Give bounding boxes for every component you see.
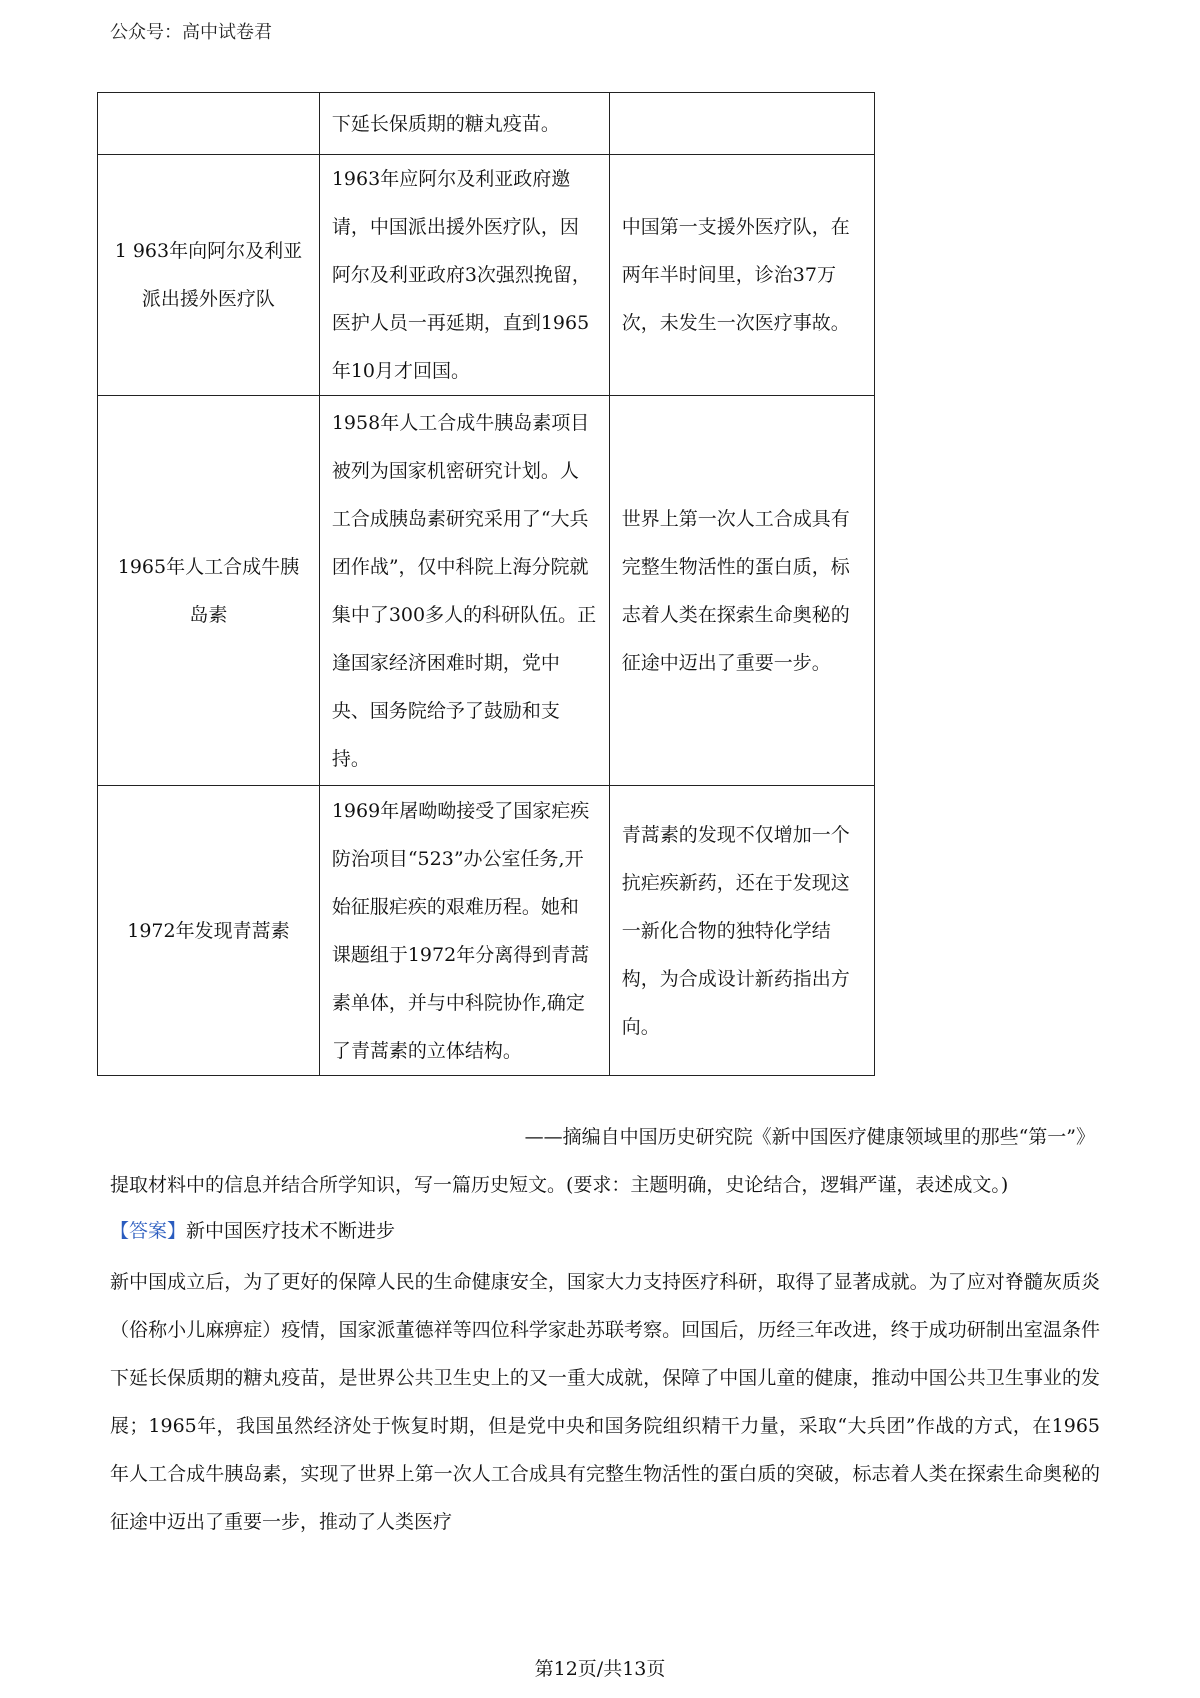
table-row	[98, 786, 875, 1076]
event-cell	[98, 93, 320, 155]
event-cell: 1972年发现青蒿素	[98, 786, 320, 1076]
table-row	[98, 155, 875, 396]
answer-heading	[110, 1216, 395, 1243]
page-header: 公众号：高中试卷君	[110, 22, 272, 43]
significance-cell	[609, 93, 874, 155]
significance-cell: 青蒿素的发现不仅增加一个抗疟疾新药，还在于发现这一新化合物的独特化学结构，为合成设计新药指出方向。	[609, 786, 874, 1076]
answer-tag: 【答案】	[110, 1220, 187, 1242]
question-prompt: 提取材料中的信息并结合所学知识，写一篇历史短文。(要求：主题明确，史论结合，逻辑严谨，表述成文。)	[110, 1174, 1009, 1196]
event-cell: 1965年人工合成牛胰岛素	[98, 396, 320, 786]
process-cell: 1958年人工合成牛胰岛素项目被列为国家机密研究计划。人工合成胰岛素研究采用了“大兵团作战”，仅中科院上海分院就集中了300多人的科研队伍。正逢国家经济困难时期，党中央、国务院给予了鼓励和支持。	[319, 396, 609, 786]
table-row	[98, 93, 875, 155]
page-number: 第12页/共13页	[534, 1658, 666, 1680]
process-cell: 1963年应阿尔及利亚政府邀请，中国派出援外医疗队，因阿尔及利亚政府3次强烈挽留，医护人员一再延期，直到1965年10月才回国。	[319, 155, 609, 396]
table-row	[98, 396, 875, 786]
significance-cell: 中国第一支援外医疗队，在两年半时间里，诊治37万次，未发生一次医疗事故。	[609, 155, 874, 396]
significance-cell: 世界上第一次人工合成具有完整生物活性的蛋白质，标志着人类在探索生命奥秘的征途中迈出了重要一步。	[609, 396, 874, 786]
source-citation: ——摘编自中国历史研究院《新中国医疗健康领域里的那些“第一”》	[524, 1126, 1095, 1148]
event-cell: 1 963年向阿尔及利亚派出援外医疗队	[98, 155, 320, 396]
answer-title: 新中国医疗技术不断进步	[186, 1220, 396, 1242]
answer-body: 新中国成立后，为了更好的保障人民的生命健康安全，国家大力支持医疗科研，取得了显著成就。为了应对脊髓灰质炎（俗称小儿麻痹症）疫情，国家派董德祥等四位科学家赴苏联考察。回国后，历经三年改进，终于成功研制出室温条件下延长保质期的糖丸疫苗，是世界公共卫生史上的又一重大成就，保障了中国儿童的健康，推动中国公共卫生事业的发展；1965年，我国虽然经济处于恢复时期，但是党中央和国务院组织精干力量，采取“大兵团”作战的方式，在1965年人工合成牛胰岛素，实现了世界上第一次人工合成具有完整生物活性的蛋白质的突破，标志着人类在探索生命奥秘的征途中迈出了重要一步，推动了人类医疗	[110, 1271, 1100, 1533]
history-table	[97, 92, 875, 1076]
process-cell: 1969年屠呦呦接受了国家疟疾防治项目“523”办公室任务,开始征服疟疾的艰难历程。她和课题组于1972年分离得到青蒿素单体，并与中科院协作,确定了青蒿素的立体结构。	[319, 786, 609, 1076]
process-cell: 下延长保质期的糖丸疫苗。	[319, 93, 609, 155]
